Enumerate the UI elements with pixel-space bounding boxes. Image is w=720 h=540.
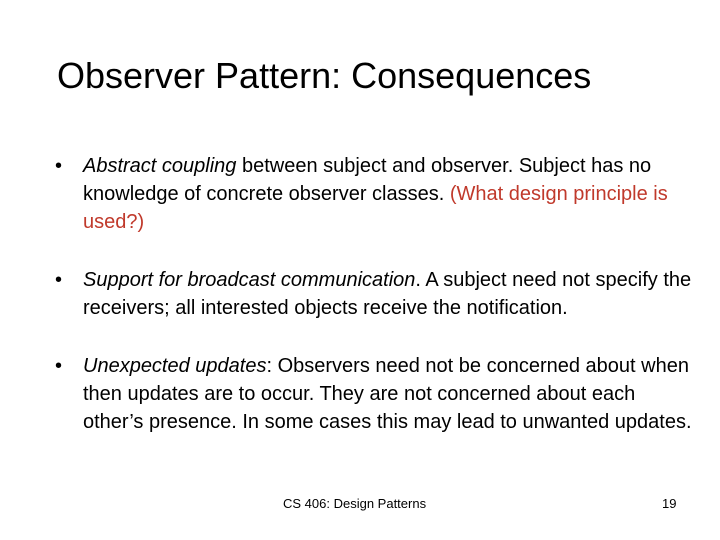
bullet-text: : Observers need not be concerned about when then updates are to occur. They are not concerned about each other’s presence. In some cases this may lead to unwanted updates. <box>83 355 692 433</box>
bullet-list <box>55 152 695 436</box>
bullet-text: . A subject need not specify the receivers; all interested objects receive the notification. <box>83 269 692 319</box>
bullet-lead: Abstract coupling <box>83 155 237 177</box>
bullet-abstract-coupling <box>55 152 695 236</box>
bullet-marker: • <box>55 355 63 377</box>
page-number: 19 <box>662 496 677 511</box>
bullet-marker: • <box>55 155 63 177</box>
bullet-question: (What design principle is used?) <box>83 183 668 233</box>
bullet-unexpected-updates <box>55 352 695 436</box>
bullet-text: between subject and observer. Subject has no knowledge of concrete observer classes. <box>83 155 652 205</box>
bullet-marker: • <box>55 269 63 291</box>
bullet-lead: Support for broadcast communication <box>83 269 416 291</box>
bullet-lead: Unexpected updates <box>83 355 267 377</box>
footer-text: CS 406: Design Patterns <box>283 496 427 511</box>
slide-title: Observer Pattern: Consequences <box>57 55 592 96</box>
bullet-broadcast-communication <box>55 266 695 322</box>
